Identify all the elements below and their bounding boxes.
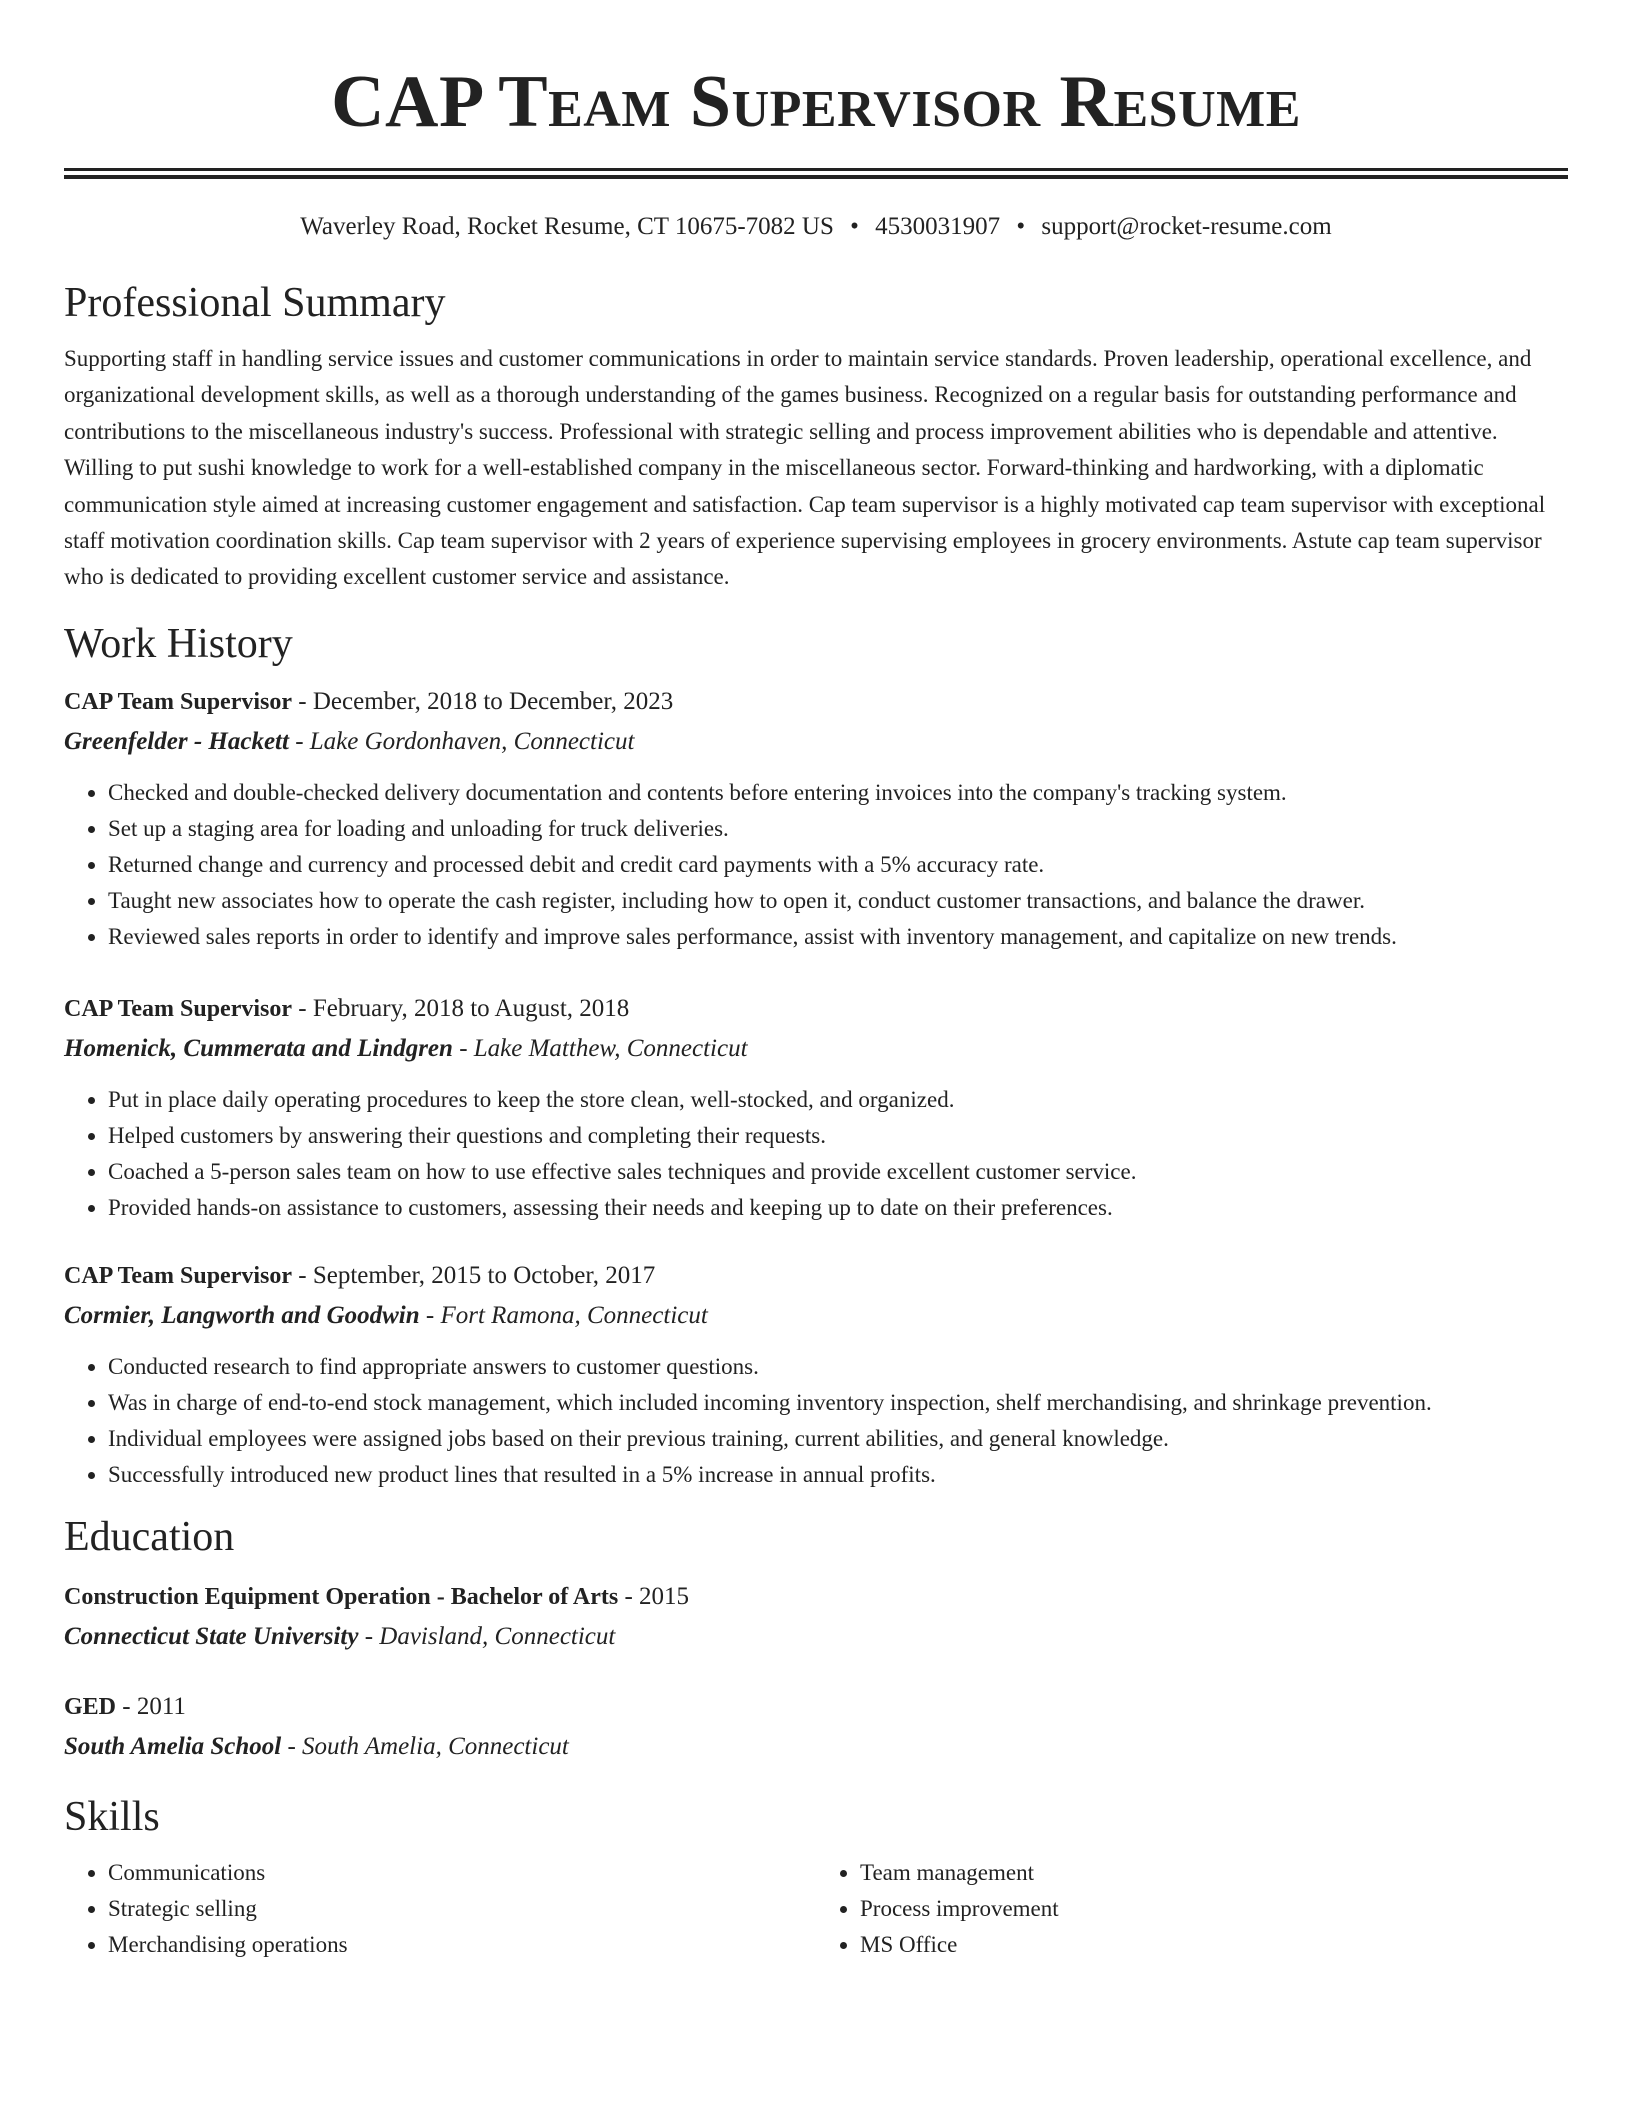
section-heading: Skills [64, 1793, 160, 1840]
title-divider [64, 168, 1568, 179]
education-entry [64, 1577, 1568, 1657]
job-location: - Lake Gordonhaven, Connecticut [288, 727, 635, 755]
education-degree: GED [64, 1693, 117, 1720]
job-entry [64, 989, 1568, 1226]
skills-columns [64, 1855, 1568, 1963]
list-item: • Coached a 5-person sales team on how to use effective sales techniques and provide excellent customer service. [108, 1154, 1568, 1190]
list-item: • Helped customers by answering their questions and completing their requests. [108, 1118, 1568, 1154]
job-bullets [64, 1082, 1568, 1226]
education-school-line [64, 1727, 1568, 1767]
list-item: • Provided hands-on assistance to customers, assessing their needs and keeping up to date on their preferences. [108, 1190, 1568, 1226]
list-item: • Was in charge of end-to-end stock management, which included incoming inventory inspection, shelf merchandising, and shrinkage prevention. [108, 1385, 1568, 1421]
job-entry [64, 1256, 1568, 1493]
contact-phone: 4530031907 [875, 213, 1001, 240]
skill-item: • MS Office [860, 1927, 1568, 1963]
contact-separator: • [850, 213, 859, 240]
skill-item: • Communications [108, 1855, 816, 1891]
job-role: CAP Team Supervisor [64, 995, 293, 1022]
skills-list-left [64, 1855, 816, 1963]
work-history-section [64, 618, 1568, 1493]
job-employer [64, 1296, 1568, 1336]
contact-email: support@rocket-resume.com [1041, 213, 1332, 240]
skill-item: • Team management [860, 1855, 1568, 1891]
education-school: South Amelia School [64, 1732, 282, 1760]
job-header [64, 989, 1568, 1029]
skills-section [64, 1791, 1568, 1963]
list-item: • Taught new associates how to operate the cash register, including how to open it, conduct customer transactions, and balance the drawer. [108, 883, 1568, 919]
job-role: CAP Team Supervisor [64, 688, 293, 715]
list-item: • Conducted research to find appropriate answers to customer questions. [108, 1349, 1568, 1385]
contact-line [64, 211, 1568, 243]
education-year: - 2015 [618, 1582, 690, 1610]
list-item: • Successfully introduced new product lines that resulted in a 5% increase in annual profits. [108, 1457, 1568, 1493]
job-header [64, 682, 1568, 722]
education-location: - South Amelia, Connecticut [281, 1732, 569, 1760]
list-item: • Set up a staging area for loading and unloading for truck deliveries. [108, 811, 1568, 847]
job-employer [64, 1029, 1568, 1069]
job-dates: - December, 2018 to December, 2023 [292, 687, 674, 715]
education-header [64, 1577, 1568, 1617]
job-dates: - September, 2015 to October, 2017 [292, 1261, 656, 1289]
skill-item: • Merchandising operations [108, 1927, 816, 1963]
education-header [64, 1687, 1568, 1727]
summary-text: Supporting staff in handling service issues and customer communications in order to maintain service standards. Proven leadership, operational excellence, and organizational development skills, as well as a thorough understanding of the games business. Recognized on a regular basis for outstanding performance and contributions to the miscellaneous industry's success. Professional with strategic selling and process improvement abilities who is dependable and attentive. Willing to put sushi knowledge to work for a well-established company in the miscellaneous sector. Forward-thinking and hardworking, with a diplomatic communication style aimed at increasing customer engagement and satisfaction. Cap team supervisor is a highly motivated cap team supervisor with exceptional staff motivation coordination skills. Cap team supervisor with 2 years of experience supervising employees in grocery environments. Astute cap team supervisor who is dedicated to providing excellent customer service and assistance. [64, 346, 1546, 590]
job-bullets [64, 775, 1568, 955]
education-year: - 2011 [116, 1692, 186, 1720]
page-title: CAP Team Supervisor Resume [331, 61, 1301, 143]
job-role: CAP Team Supervisor [64, 1262, 293, 1289]
education-location: - Davisland, Connecticut [358, 1622, 616, 1650]
job-location: - Lake Matthew, Connecticut [452, 1034, 748, 1062]
skill-item: • Process improvement [860, 1891, 1568, 1927]
education-school: Connecticut State University [64, 1622, 359, 1650]
job-entry [64, 682, 1568, 955]
job-employer [64, 722, 1568, 762]
professional-summary-section [64, 277, 1568, 596]
job-company: Homenick, Cummerata and Lindgren [64, 1034, 453, 1062]
list-item: • Checked and double-checked delivery documentation and contents before entering invoices into the company's tracking system. [108, 775, 1568, 811]
section-heading: Education [64, 1513, 235, 1560]
education-degree: Construction Equipment Operation - Bachelor of Arts [64, 1583, 619, 1610]
job-header [64, 1256, 1568, 1296]
section-heading: Work History [64, 620, 293, 667]
job-bullets [64, 1349, 1568, 1493]
list-item: • Individual employees were assigned jobs based on their previous training, current abilities, and general knowledge. [108, 1421, 1568, 1457]
list-item: • Put in place daily operating procedures to keep the store clean, well-stocked, and organized. [108, 1082, 1568, 1118]
list-item: • Reviewed sales reports in order to identify and improve sales performance, assist with inventory management, and capitalize on new trends. [108, 919, 1568, 955]
education-entry [64, 1687, 1568, 1767]
skills-list-right [816, 1855, 1568, 1963]
education-section [64, 1511, 1568, 1767]
job-dates: - February, 2018 to August, 2018 [292, 994, 630, 1022]
job-company: Cormier, Langworth and Goodwin [64, 1301, 420, 1329]
education-school-line [64, 1617, 1568, 1657]
list-item: • Returned change and currency and processed debit and credit card payments with a 5% accuracy rate. [108, 847, 1568, 883]
skill-item: • Strategic selling [108, 1891, 816, 1927]
job-location: - Fort Ramona, Connecticut [419, 1301, 708, 1329]
job-company: Greenfelder - Hackett [64, 727, 289, 755]
contact-address: Waverley Road, Rocket Resume, CT 10675-7082 US [300, 213, 834, 240]
contact-separator: • [1016, 213, 1026, 240]
section-heading: Professional Summary [64, 280, 446, 326]
